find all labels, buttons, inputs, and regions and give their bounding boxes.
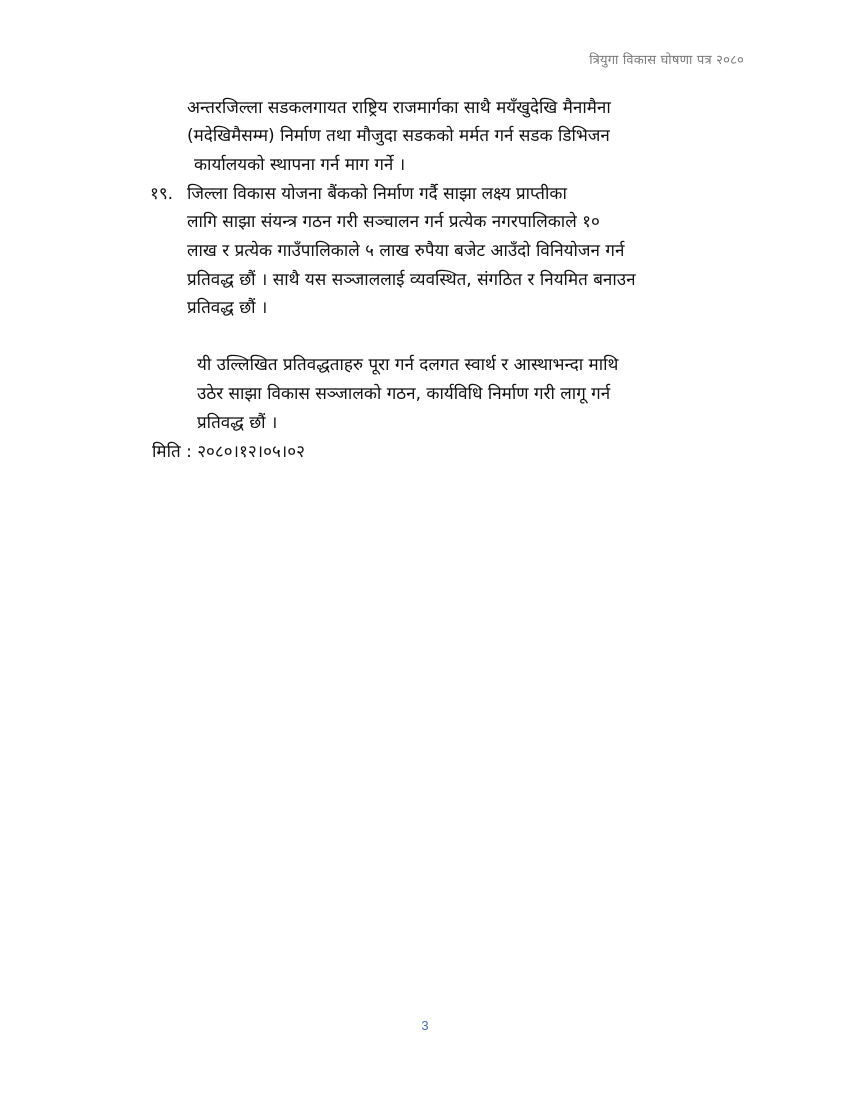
list-item-line: प्रतिवद्ध छौं । <box>187 298 268 318</box>
paragraph-line: अन्तरजिल्ला सडकलगायत राष्ट्रिय राजमार्गका साथै मयँखुदेखि मैनामैना <box>187 98 611 118</box>
list-item-line: जिल्ला विकास योजना बैंकको निर्माण गर्दै साझा लक्ष्य प्राप्तीका <box>187 184 567 204</box>
page-number: 3 <box>421 1018 429 1033</box>
item-number: १९. <box>150 184 174 204</box>
date-line: मिति : २०८०।१२।०५।०२ <box>152 442 305 462</box>
list-item-line: प्रतिवद्ध छौं । साथै यस सञ्जाललाई व्यवस्थित, संगठित र नियमित बनाउन <box>187 270 636 290</box>
paragraph-line: कार्यालयको स्थापना गर्न माग गर्ने । <box>194 155 406 175</box>
closing-line: उठेर साझा विकास सञ्जालको गठन, कार्यविधि निर्माण गरी लागू गर्न <box>197 384 611 404</box>
list-item-line: लागि साझा संयन्त्र गठन गरी सञ्चालन गर्न प्रत्येक नगरपालिकाले १० <box>187 212 600 232</box>
closing-line: प्रतिवद्ध छौं । <box>197 413 278 433</box>
list-item-line: लाख र प्रत्येक गाउँपालिकाले ५ लाख रुपैया बजेट आउँदो विनियोजन गर्न <box>187 241 625 261</box>
running-header: त्रियुगा विकास घोषणा पत्र २०८० <box>589 53 744 68</box>
closing-line: यी उल्लिखित प्रतिवद्धताहरु पूरा गर्न दलगत स्वार्थ र आस्थाभन्दा माथि <box>197 355 619 375</box>
paragraph-line: (मदेखिमैसम्म) निर्माण तथा मौजुदा सडकको मर्मत गर्न सडक डिभिजन <box>187 126 610 146</box>
